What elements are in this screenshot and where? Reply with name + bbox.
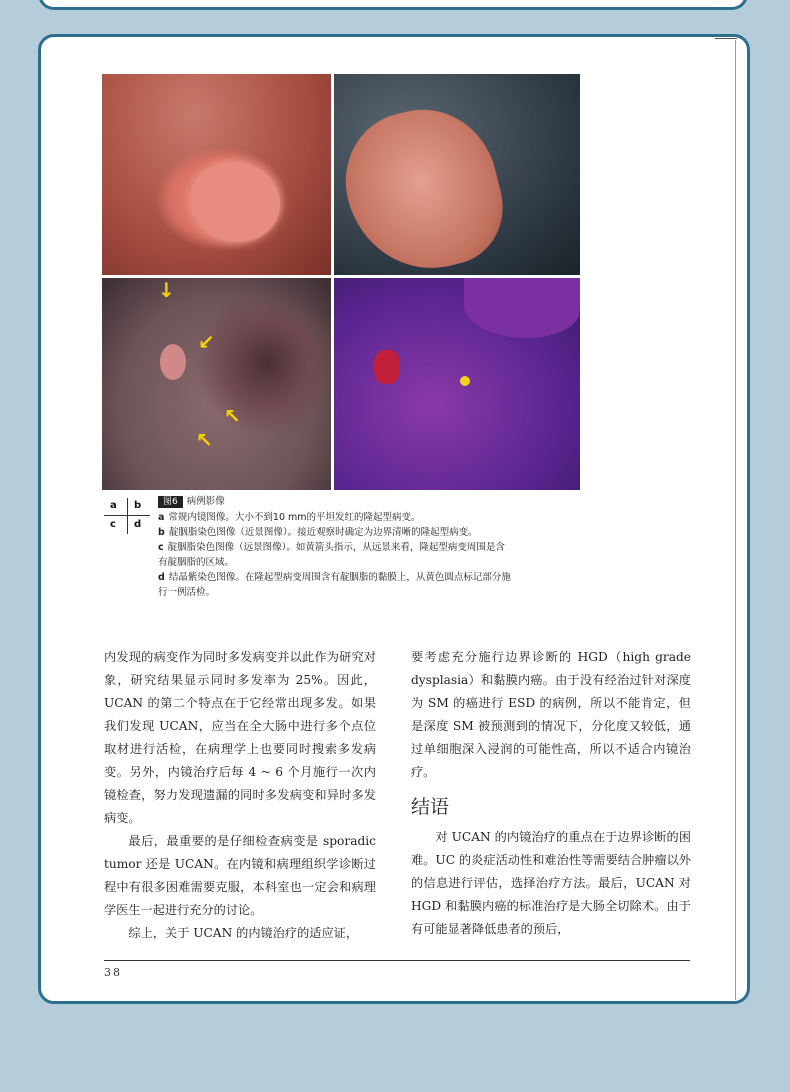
figure-6 bbox=[102, 74, 580, 490]
paragraph: 要考虑充分施行边界诊断的 HGD（high grade dysplasia）和黏膜内癌。由于没有经治过针对深度为 SM 的癌进行 ESD 的病例，所以不能肯定，但是深度 SM 被预测到的情况下，分化度又较低，通过单细胞深入浸润的可能性高，所以不适合内镜治疗。 bbox=[411, 650, 691, 779]
page-edge-top bbox=[715, 38, 737, 39]
figure-key bbox=[104, 498, 150, 534]
image-panel-b bbox=[334, 74, 580, 275]
page-edge bbox=[735, 40, 736, 1000]
caption-d: d 结晶紫染色图像。在隆起型病变周围含有靛胭脂的黏膜上，从黄色圆点标记部分施 bbox=[158, 572, 511, 583]
caption-d-cont: 行一例活检。 bbox=[158, 587, 216, 598]
key-d: d bbox=[134, 519, 142, 530]
paragraph: 综上，关于 UCAN 的内镜治疗的适应证， bbox=[128, 926, 359, 940]
arrow-icon: ↓ bbox=[158, 278, 175, 302]
image-panel-a bbox=[102, 74, 331, 275]
caption-a: a 常规内镜图像。大小不到10 mm的平坦发红的隆起型病变。 bbox=[158, 512, 421, 523]
section-heading: 结语 bbox=[411, 796, 450, 818]
key-b: b bbox=[134, 500, 142, 511]
key-a: a bbox=[110, 500, 117, 511]
page-number: 38 bbox=[104, 966, 122, 979]
text-column-left bbox=[104, 646, 376, 945]
caption-b: b 靛胭脂染色图像（近景图像）。接近观察时确定为边界清晰的隆起型病变。 bbox=[158, 527, 478, 538]
footer-rule bbox=[104, 960, 690, 961]
arrow-icon: ↖ bbox=[224, 404, 241, 428]
paragraph: 对 UCAN 的内镜治疗的重点在于边界诊断的困难。UC 的炎症活动性和难治性等需要结合肿瘤以外的信息进行评估，选择治疗方法。最后，UCAN 对 HGD 和黏膜内癌的标准治疗是大肠全切除术。由于有可能显著降低患者的预后， bbox=[411, 830, 691, 936]
figure-badge: 图6 bbox=[158, 496, 183, 508]
text-column-right bbox=[411, 646, 691, 941]
caption-c-cont: 有靛胭脂的区域。 bbox=[158, 557, 235, 568]
caption-c: c 靛胭脂染色图像（远景图像）。如黄箭头指示，从远景来看，隆起型病变周围是含 bbox=[158, 542, 505, 553]
arrow-icon: ↖ bbox=[196, 428, 213, 452]
biopsy-marker bbox=[460, 376, 470, 386]
arrow-icon: ↙ bbox=[198, 330, 215, 354]
key-c: c bbox=[110, 519, 116, 530]
figure-title: 图6 病例影像 bbox=[158, 494, 225, 509]
paragraph: 内发现的病变作为同时多发病变并以此作为研究对象，研究结果显示同时多发率为 25%。因此，UCAN 的第二个特点在于它经常出现多发。如果我们发现 UCAN，应当在全大肠中进行多个点位取材进行活检，在病理学上也要同时搜索多发病变。另外，内镜治疗后每 4 ~ 6 个月施行一次内镜检查，努力发现遗漏的同时多发病变和异时多发病变。 bbox=[104, 650, 376, 825]
previous-page-card bbox=[38, 0, 748, 10]
paragraph: 最后，最重要的是仔细检查病变是 sporadic tumor 还是 UCAN。在内镜和病理组织学诊断过程中有很多困难需要克服，本科室也一定会和病理学医生一起进行充分的讨论。 bbox=[104, 834, 376, 917]
image-panel-d bbox=[334, 278, 580, 490]
image-panel-c bbox=[102, 278, 331, 490]
